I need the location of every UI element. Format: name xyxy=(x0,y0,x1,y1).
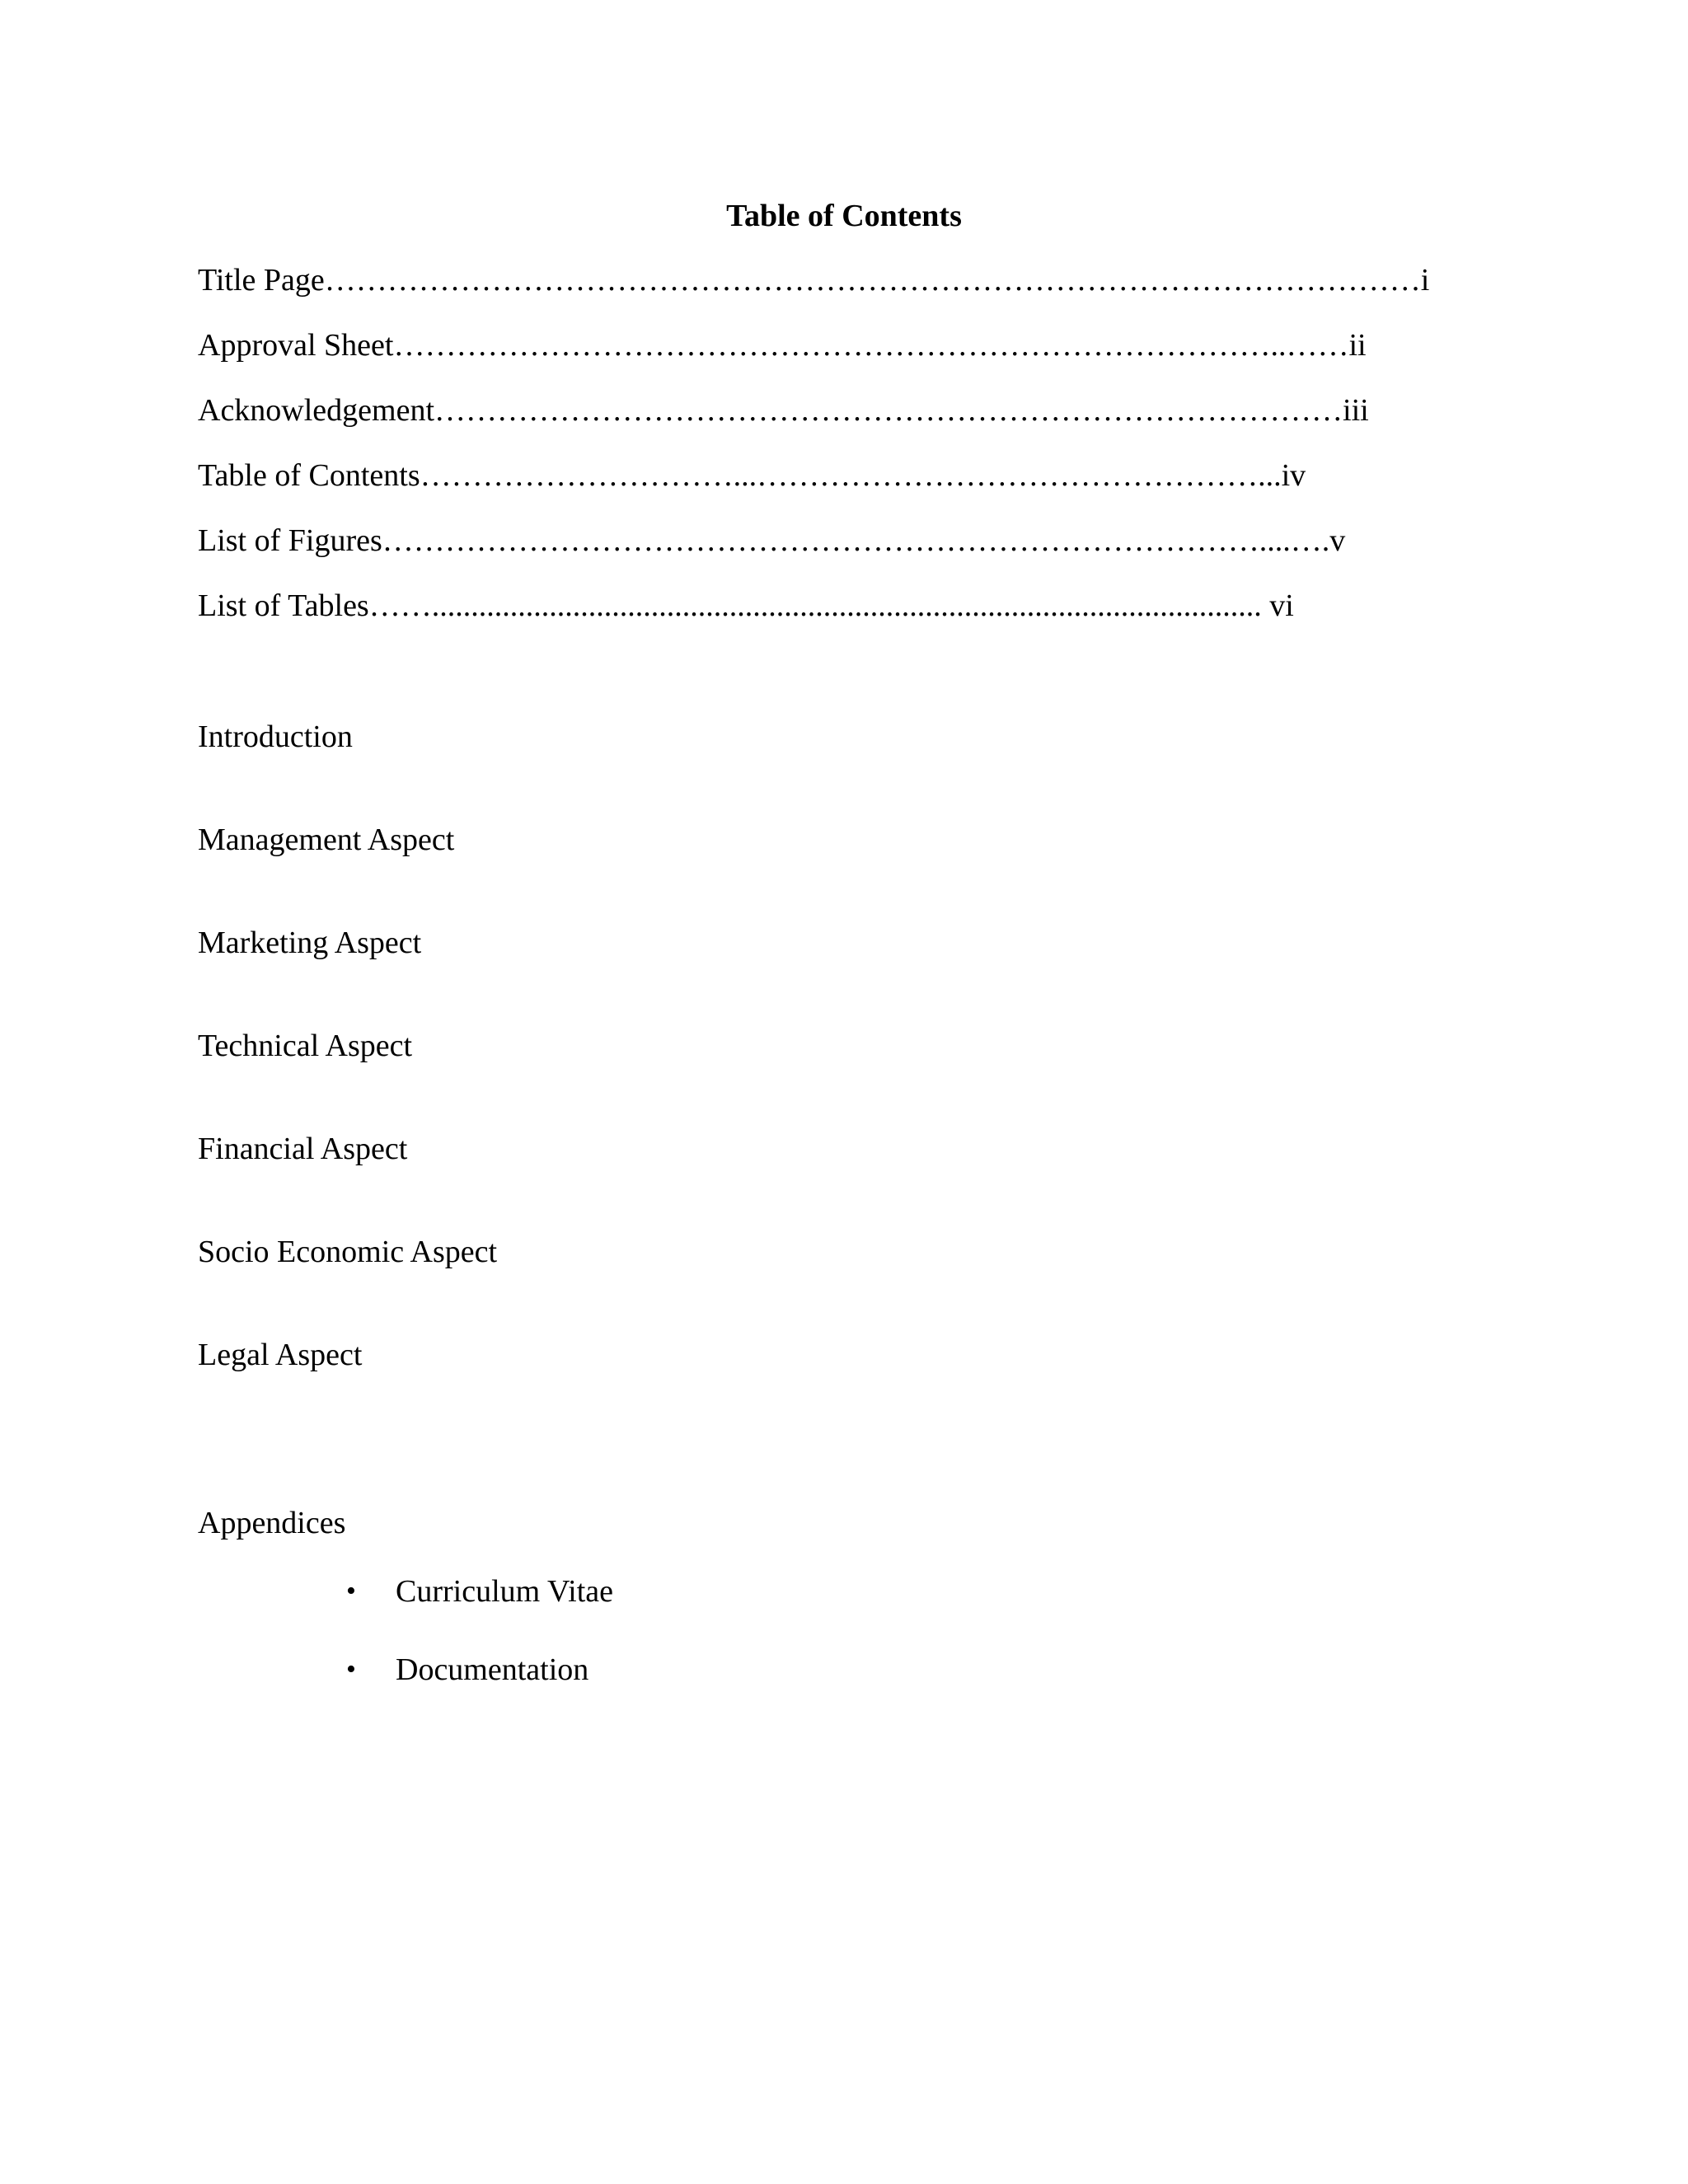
section-introduction: Introduction xyxy=(198,719,353,754)
toc-entry-table-of-contents xyxy=(198,454,1306,497)
section-legal-aspect: Legal Aspect xyxy=(198,1338,363,1372)
toc-entry-text: Approval Sheet…………………………………………………………………………..……ii xyxy=(198,328,1367,363)
page-title: Table of Contents xyxy=(726,199,962,233)
toc-entry-approval-sheet xyxy=(198,324,1367,367)
bullet-icon: • xyxy=(346,1576,356,1606)
toc-entry-text: List of Tables…….......................................................................................................... vi xyxy=(198,588,1294,623)
toc-entry-text: Table of Contents…………………………...…………………………………………...iv xyxy=(198,458,1306,493)
toc-entry-title-page xyxy=(198,259,1429,302)
bullet-icon: • xyxy=(346,1654,356,1685)
section-socio-economic-aspect: Socio Economic Aspect xyxy=(198,1235,498,1269)
section-management-aspect: Management Aspect xyxy=(198,823,455,857)
appendix-item-label: Documentation xyxy=(396,1652,589,1687)
section-financial-aspect: Financial Aspect xyxy=(198,1132,408,1166)
section-appendices-heading: Appendices xyxy=(198,1506,346,1540)
toc-entry-list-of-tables xyxy=(198,584,1294,627)
toc-entry-text: Title Page……………………………………………………………………………………………i xyxy=(198,263,1430,298)
toc-entry-list-of-figures xyxy=(198,519,1345,562)
toc-entry-text: Acknowledgement……………………………………………………………………………iii xyxy=(198,393,1369,428)
section-marketing-aspect: Marketing Aspect xyxy=(198,926,422,960)
toc-entry-text: List of Figures…………………………………………………………………………....….v xyxy=(198,523,1346,558)
appendix-item-label: Curriculum Vitae xyxy=(396,1574,614,1609)
toc-entry-acknowledgement xyxy=(198,389,1369,432)
section-technical-aspect: Technical Aspect xyxy=(198,1029,413,1063)
